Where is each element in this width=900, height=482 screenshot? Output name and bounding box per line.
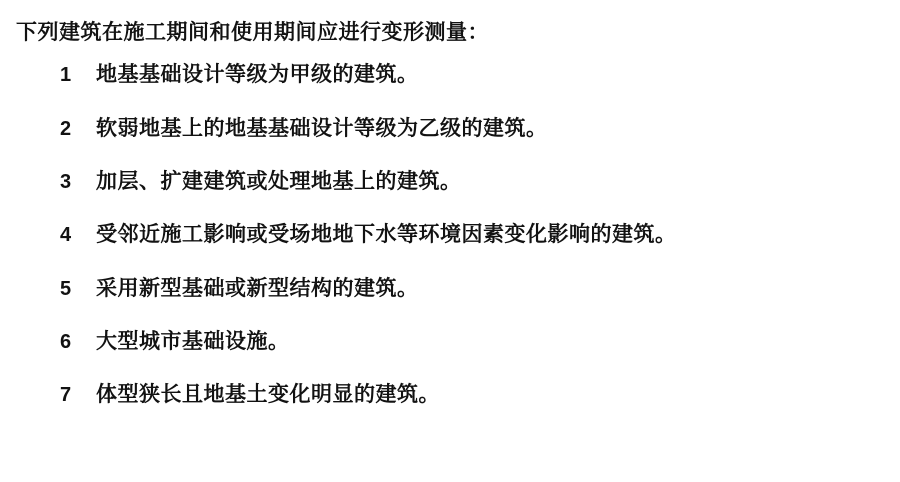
list-item-label: 采用新型基础或新型结构的建筑。	[96, 276, 419, 300]
page-title: 下列建筑在施工期间和使用期间应进行变形测量：	[16, 21, 489, 44]
list-item-number: 1	[60, 64, 72, 87]
list-item-label: 软弱地基上的地基基础设计等级为乙级的建筑。	[96, 116, 548, 140]
list-item	[10, 221, 880, 249]
list-item-number: 6	[60, 331, 72, 354]
list-item-number: 5	[60, 277, 72, 300]
list-item-number: 7	[60, 384, 72, 407]
list-item-label: 体型狭长且地基土变化明显的建筑。	[96, 383, 440, 407]
list-item-label: 大型城市基础设施。	[96, 330, 290, 354]
list-item	[10, 168, 880, 196]
list-item	[10, 328, 880, 356]
list-item	[10, 275, 880, 303]
list-item-label: 受邻近施工影响或受场地地下水等环境因素变化影响的建筑。	[96, 223, 677, 247]
list-item-label: 地基基础设计等级为甲级的建筑。	[96, 63, 419, 87]
requirements-list	[10, 61, 880, 409]
list-item	[10, 61, 880, 89]
list-item-number: 4	[60, 224, 72, 247]
list-item-number: 2	[60, 117, 72, 140]
list-item	[10, 115, 880, 143]
list-item-label: 加层、扩建建筑或处理地基上的建筑。	[96, 170, 462, 194]
list-item-number: 3	[60, 171, 72, 194]
list-item	[10, 381, 880, 409]
